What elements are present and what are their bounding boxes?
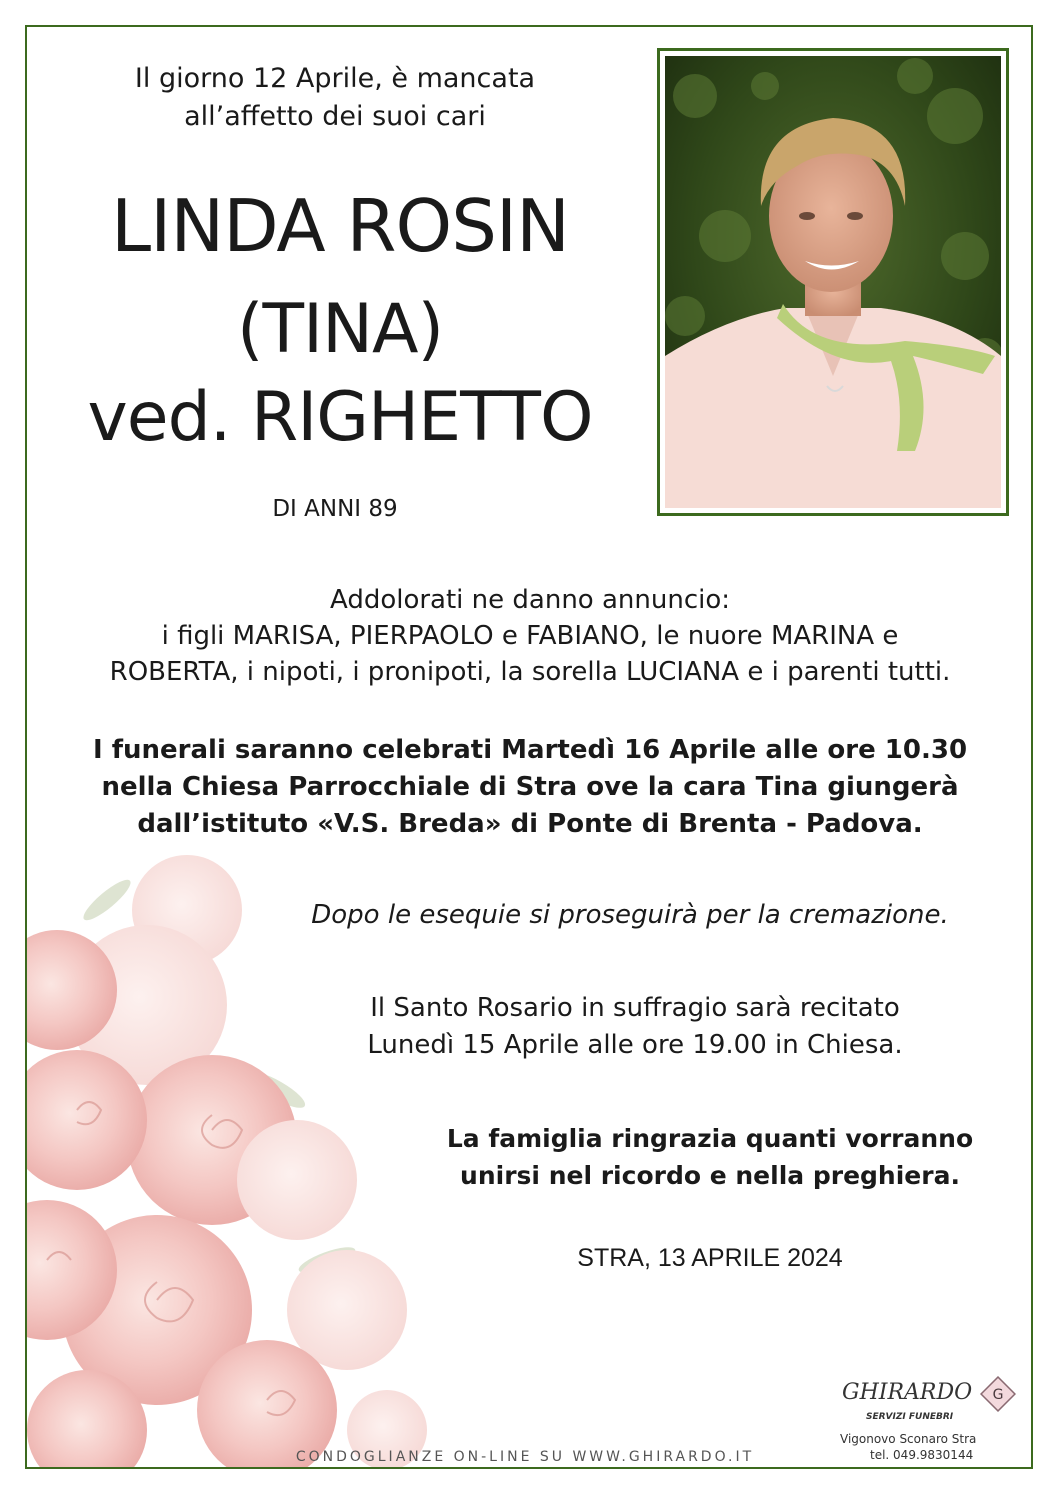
funeral-line-3: dall’istituto «V.S. Breda» di Ponte di Brenta - Padova. — [137, 809, 923, 839]
funeral-home-mark-letter: G — [992, 1387, 1004, 1403]
roses-decoration — [27, 840, 457, 1467]
announcement-line-2: i figli MARISA, PIERPAOLO e FABIANO, le nuore MARINA e — [161, 621, 899, 651]
thanks-line-1: La famiglia ringrazia quanti vorranno — [446, 1124, 974, 1153]
intro-text — [100, 60, 570, 136]
funeral-home-phone: tel. 049.9830144 — [870, 1448, 974, 1462]
cremation-note: Dopo le esequie si proseguirà per la cremazione. — [311, 900, 949, 930]
deceased-nickname: (TINA) — [236, 290, 444, 369]
rosary-line-1: Il Santo Rosario in suffragio sarà recitato — [370, 993, 900, 1023]
condolences-link[interactable]: CONDOGLIANZE ON-LINE SU WWW.GHIRARDO.IT — [295, 1449, 755, 1465]
thanks-line-2: unirsi nel ricordo e nella preghiera. — [460, 1161, 960, 1190]
place-date: STRA, 13 APRILE 2024 — [577, 1244, 843, 1272]
deceased-name: LINDA ROSIN — [110, 184, 570, 268]
rosary-line-2: Lunedì 15 Aprile alle ore 19.00 in Chiesa. — [367, 1030, 903, 1060]
funeral-home-logo — [830, 1370, 1030, 1465]
funeral-home-tagline: SERVIZI FUNEBRI — [866, 1412, 954, 1422]
announcement-line-1: Addolorati ne danno annuncio: — [329, 585, 731, 615]
deceased-age: DI ANNI 89 — [272, 496, 398, 522]
funeral-line-1: I funerali saranno celebrati Martedì 16 Aprile alle ore 10.30 — [92, 735, 968, 765]
funeral-home-places: Vigonovo Sconaro Stra — [840, 1432, 977, 1446]
funeral-home-mark-icon — [980, 1376, 1016, 1412]
deceased-widow-of: ved. RIGHETTO — [87, 378, 593, 457]
funeral-home-name: GHIRARDO — [842, 1380, 973, 1405]
portrait-image — [665, 56, 1001, 508]
intro-line-2: all’affetto dei suoi cari — [184, 101, 486, 132]
intro-line-1: Il giorno 12 Aprile, è mancata — [134, 63, 536, 94]
portrait-photo — [657, 48, 1009, 516]
announcement-line-3: ROBERTA, i nipoti, i pronipoti, la sorella LUCIANA e i parenti tutti. — [109, 657, 951, 687]
funeral-line-2: nella Chiesa Parrocchiale di Stra ove la cara Tina giungerà — [101, 772, 959, 802]
